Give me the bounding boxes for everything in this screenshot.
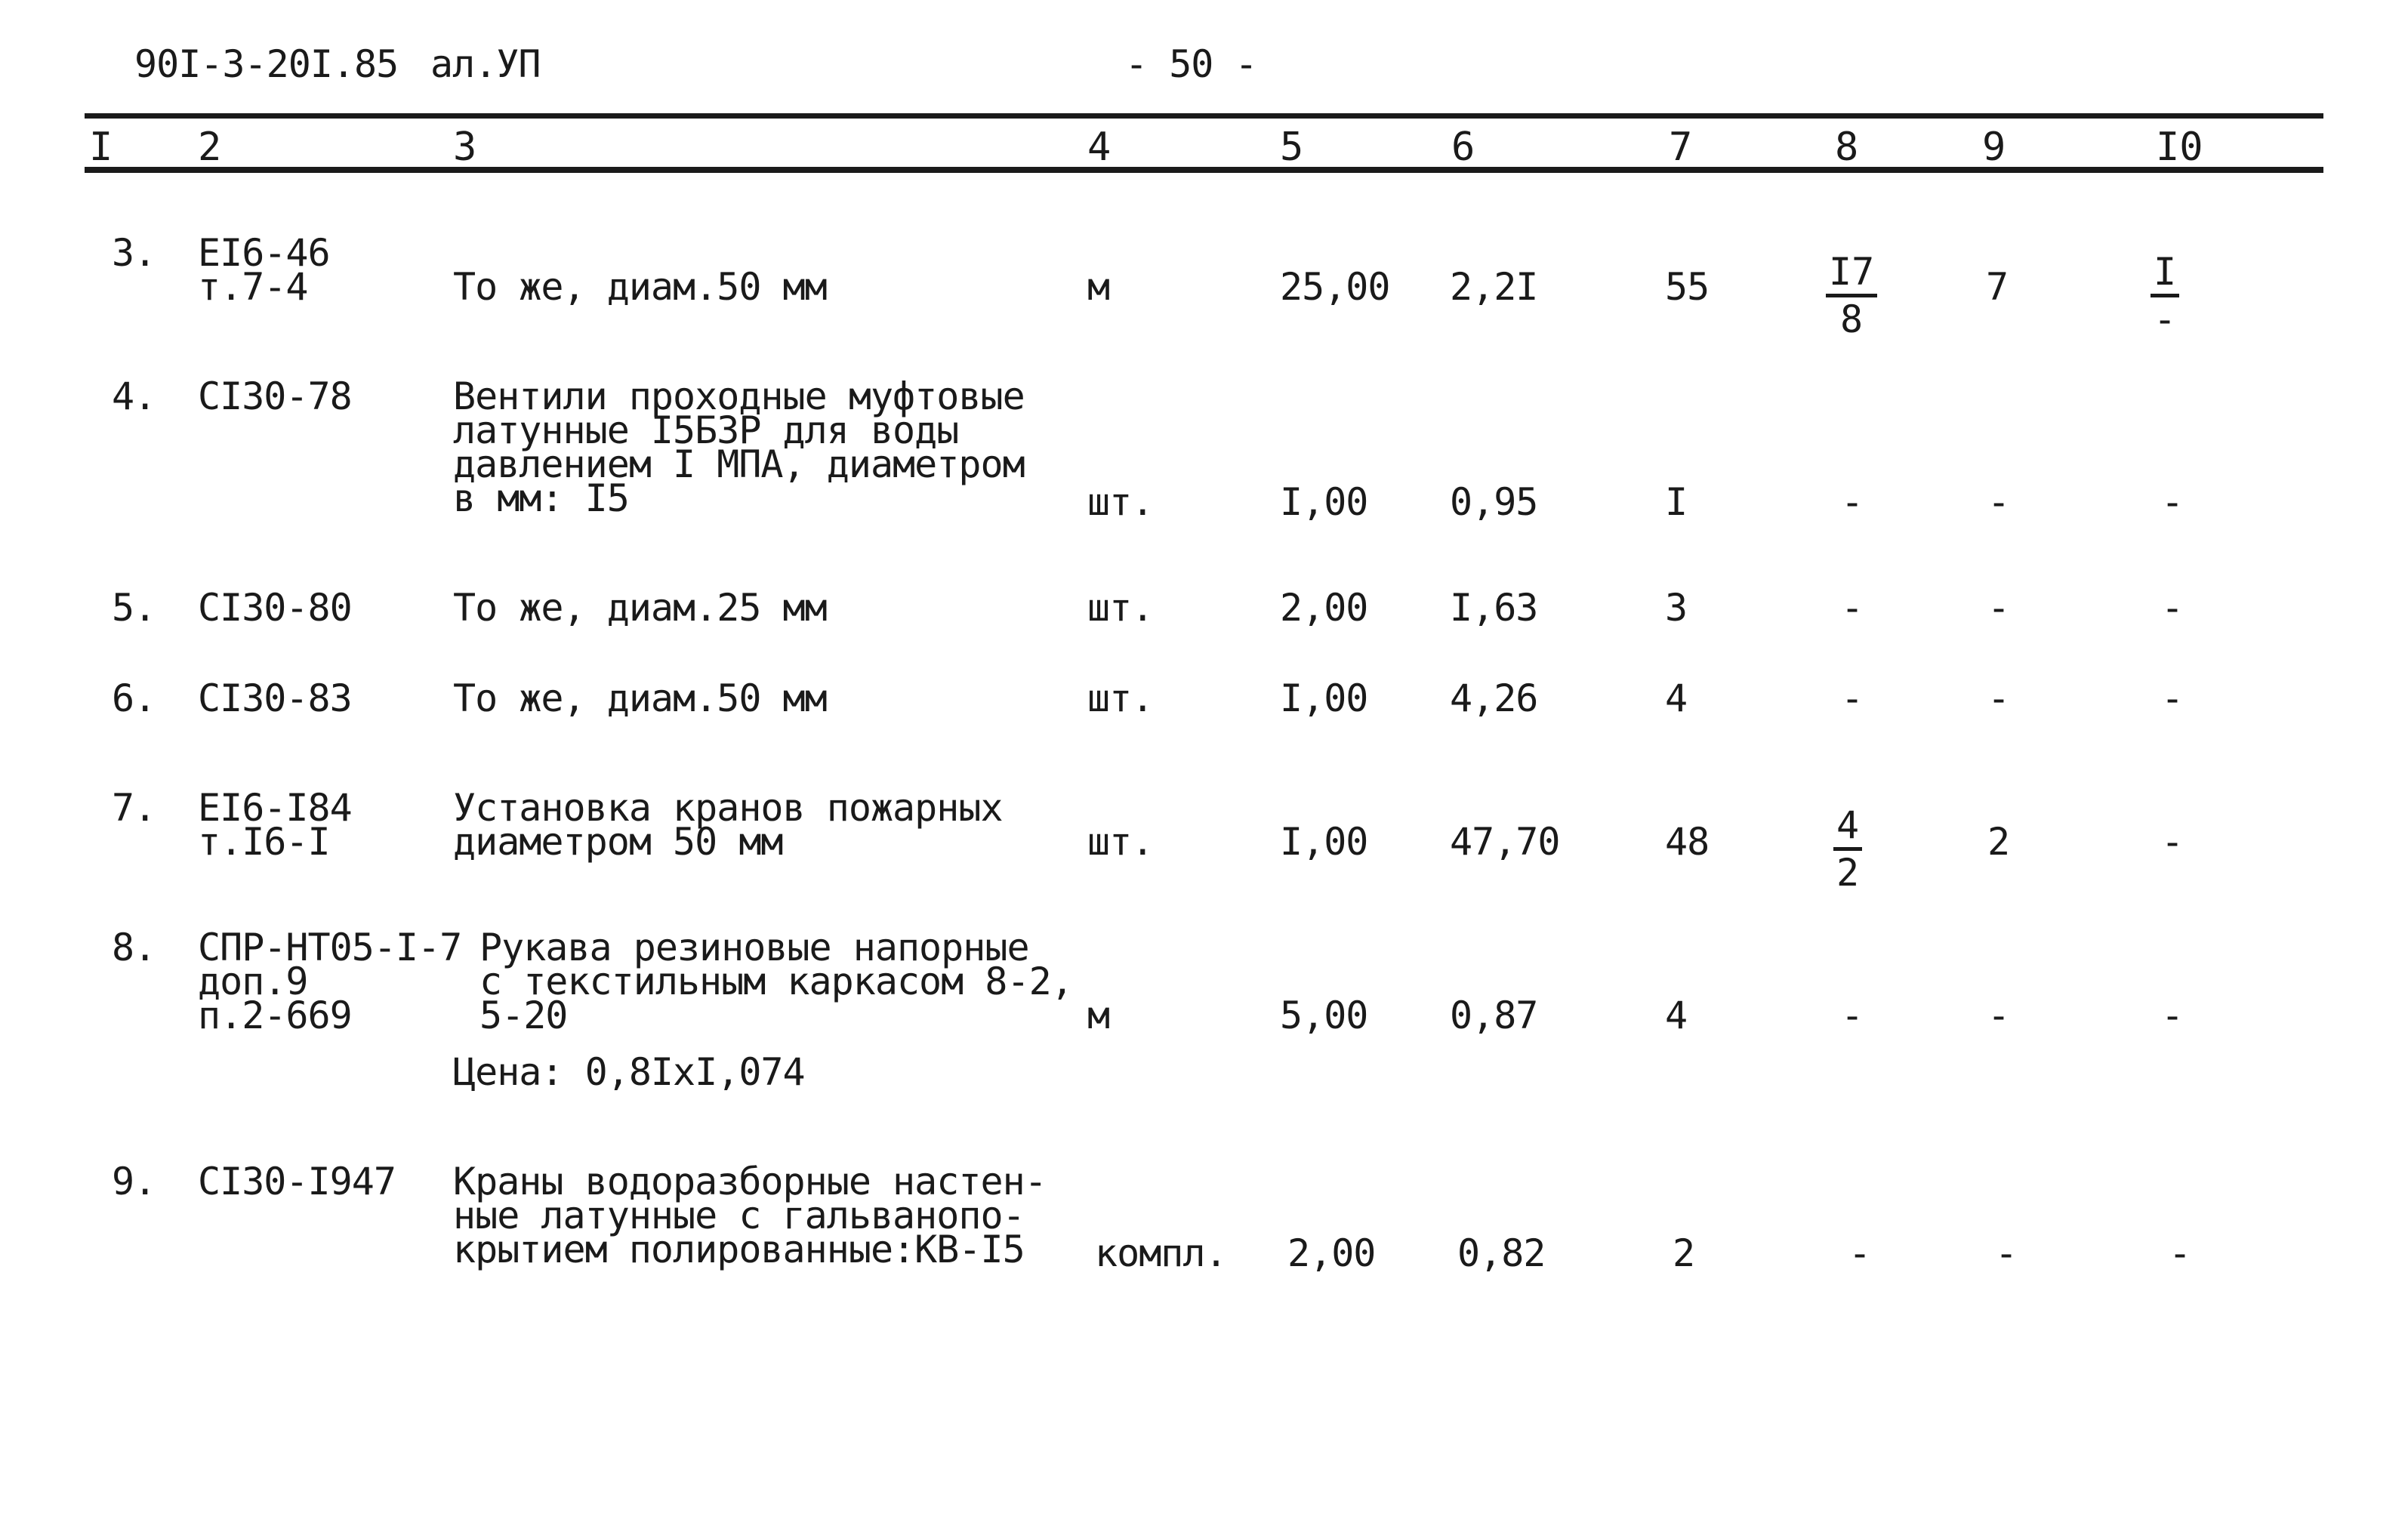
total-cost: 55 xyxy=(1665,265,1710,309)
row-number: 6. xyxy=(112,676,156,720)
unit-price: 0,82 xyxy=(1457,1231,1546,1275)
total-cost: 4 xyxy=(1665,676,1688,720)
row-number: 3. xyxy=(112,231,156,275)
quantity: 5,00 xyxy=(1280,994,1368,1037)
column-8-value: - xyxy=(1841,586,1864,630)
column-header: 9 xyxy=(1982,125,2006,170)
document-code: 90I-3-20I.85 xyxy=(134,42,399,86)
fraction-numerator: 4 xyxy=(1833,806,1862,851)
column-10-value: - xyxy=(2161,676,2184,720)
work-description: давлением I МПА, диаметром xyxy=(453,442,1025,486)
work-description: То же, диам.25 мм xyxy=(453,586,827,630)
unit-price: 2,2I xyxy=(1450,265,1538,309)
row-number: 5. xyxy=(112,586,156,630)
work-description: Вентили проходные муфтовые xyxy=(453,374,1025,418)
quantity: 25,00 xyxy=(1280,265,1390,309)
rate-code: т.I6-I xyxy=(198,820,330,864)
column-8-value: - xyxy=(1841,994,1864,1037)
column-header: 4 xyxy=(1087,125,1112,170)
page-number: - 50 - xyxy=(1125,42,1257,86)
rate-code: СПР-НТ05-I-7 xyxy=(198,926,462,969)
column-header: 3 xyxy=(453,125,477,170)
fraction-denominator: - xyxy=(2154,297,2177,341)
work-description: Рукава резиновые напорные xyxy=(479,926,1029,969)
unit: шт. xyxy=(1087,820,1154,864)
total-cost: 3 xyxy=(1665,586,1688,630)
fraction-denominator: 2 xyxy=(1836,851,1860,895)
column-9-value: 7 xyxy=(1986,265,2009,309)
fraction-denominator: 8 xyxy=(1840,297,1864,341)
column-10-value: - xyxy=(2161,994,2184,1037)
column-9-value: - xyxy=(1987,994,2010,1037)
unit-price: I,63 xyxy=(1450,586,1538,630)
row-number: 4. xyxy=(112,374,156,418)
column-10-fraction xyxy=(2151,250,2179,341)
total-cost: I xyxy=(1665,480,1688,524)
column-8-fraction xyxy=(1826,250,1877,341)
column-header: I xyxy=(89,125,113,170)
column-10-value: - xyxy=(2161,586,2184,630)
column-8-value: - xyxy=(1848,1231,1871,1275)
column-9-value: - xyxy=(1987,586,2010,630)
work-description: в мм: I5 xyxy=(453,476,629,520)
rate-code: CI30-78 xyxy=(198,374,352,418)
column-header: 8 xyxy=(1835,125,1859,170)
column-8-value: - xyxy=(1841,480,1864,524)
quantity: 2,00 xyxy=(1280,586,1368,630)
fraction-numerator: I7 xyxy=(1826,253,1877,297)
work-description: ные латунные с гальванопо- xyxy=(453,1194,1025,1237)
column-8-value: - xyxy=(1841,676,1864,720)
column-9-value: 2 xyxy=(1987,820,2010,864)
column-header: 2 xyxy=(198,125,222,170)
price-note: Цена: 0,8IxI,074 xyxy=(453,1050,805,1094)
unit: шт. xyxy=(1087,480,1154,524)
unit-price: 0,95 xyxy=(1450,480,1538,524)
work-description: латунные I5Б3Р для воды xyxy=(453,408,959,452)
column-9-value: - xyxy=(1987,480,2010,524)
work-description: 5-20 xyxy=(479,994,568,1037)
work-description: диаметром 50 мм xyxy=(453,820,783,864)
column-header: 6 xyxy=(1451,125,1475,170)
column-9-value: - xyxy=(1987,676,2010,720)
work-description: крытием полированные:КВ-I5 xyxy=(453,1228,1025,1271)
column-10-value: - xyxy=(2169,1231,2191,1275)
column-10-value: - xyxy=(2161,480,2184,524)
unit-price: 4,26 xyxy=(1450,676,1538,720)
unit: компл. xyxy=(1095,1231,1227,1275)
unit-price: 47,70 xyxy=(1450,820,1560,864)
rate-code: п.2-669 xyxy=(198,994,352,1037)
rate-code: EI6-I84 xyxy=(198,786,352,830)
column-10-value: - xyxy=(2161,820,2184,864)
rate-code: доп.9 xyxy=(198,960,308,1003)
column-8-fraction xyxy=(1833,803,1862,895)
quantity: I,00 xyxy=(1280,480,1368,524)
row-number: 8. xyxy=(112,926,156,969)
work-description: Установка кранов пожарных xyxy=(453,786,1003,830)
column-header: I0 xyxy=(2156,125,2203,170)
album-label: ал.УП xyxy=(430,42,541,86)
work-description: с текстильным каркасом 8-2, xyxy=(479,960,1073,1003)
total-cost: 2 xyxy=(1673,1231,1695,1275)
work-description: Краны водоразборные настен- xyxy=(453,1160,1047,1203)
work-description: То же, диам.50 мм xyxy=(453,265,827,309)
column-9-value: - xyxy=(1995,1231,2018,1275)
unit: шт. xyxy=(1087,676,1154,720)
rate-code: т.7-4 xyxy=(198,265,308,309)
quantity: 2,00 xyxy=(1287,1231,1376,1275)
rate-code: CI30-I947 xyxy=(198,1160,396,1203)
unit: шт. xyxy=(1087,586,1154,630)
top-rule xyxy=(85,113,2323,119)
work-description: То же, диам.50 мм xyxy=(453,676,827,720)
unit: м xyxy=(1087,265,1110,309)
rate-code: EI6-46 xyxy=(198,231,330,275)
row-number: 9. xyxy=(112,1160,156,1203)
quantity: I,00 xyxy=(1280,676,1368,720)
row-number: 7. xyxy=(112,786,156,830)
fraction-numerator: I xyxy=(2151,253,2179,297)
rate-code: CI30-80 xyxy=(198,586,352,630)
rate-code: CI30-83 xyxy=(198,676,352,720)
column-header: 5 xyxy=(1280,125,1304,170)
column-header: 7 xyxy=(1669,125,1693,170)
total-cost: 4 xyxy=(1665,994,1688,1037)
total-cost: 48 xyxy=(1665,820,1710,864)
unit: м xyxy=(1087,994,1110,1037)
unit-price: 0,87 xyxy=(1450,994,1538,1037)
quantity: I,00 xyxy=(1280,820,1368,864)
